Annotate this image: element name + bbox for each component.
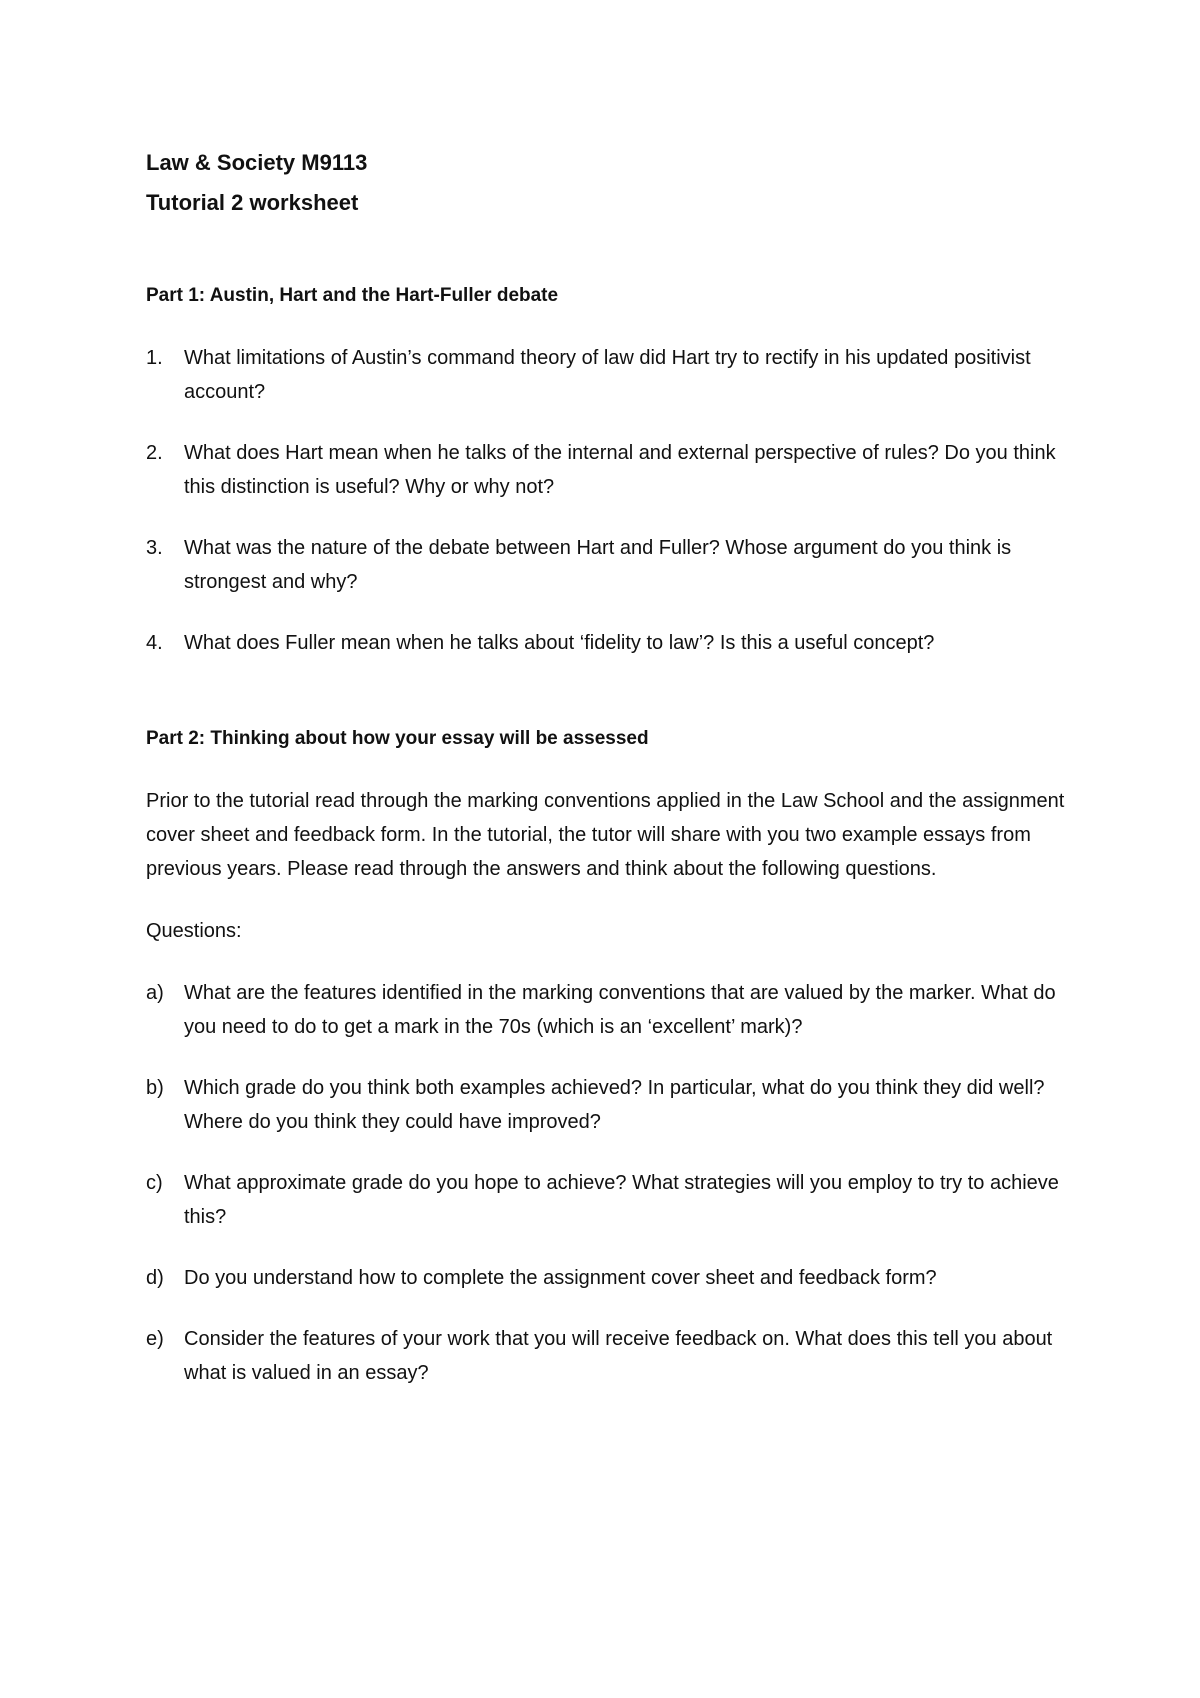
question-text: Which grade do you think both examples achieved? In particular, what do you think they did well? Where do you think they could have improved? — [184, 1077, 1045, 1133]
list-marker: d) — [146, 1267, 164, 1289]
list-marker: a) — [146, 982, 164, 1004]
list-marker: 3. — [146, 537, 163, 559]
question-text: What does Fuller mean when he talks about ‘fidelity to law’? Is this a useful concept? — [184, 632, 935, 654]
part1-question-list — [146, 341, 1086, 660]
list-item — [146, 626, 1086, 660]
list-marker: 4. — [146, 632, 163, 654]
list-item — [146, 1261, 1086, 1295]
list-item — [146, 976, 1086, 1044]
list-marker: 2. — [146, 442, 163, 464]
list-marker: b) — [146, 1077, 164, 1099]
questions-label: Questions: — [146, 920, 242, 942]
list-item — [146, 341, 1086, 409]
worksheet-title: Tutorial 2 worksheet — [146, 190, 359, 215]
list-item — [146, 531, 1086, 599]
document-content — [146, 143, 1086, 1390]
list-item — [146, 1071, 1086, 1139]
part1-heading: Part 1: Austin, Hart and the Hart-Fuller debate — [146, 285, 559, 306]
list-marker: e) — [146, 1328, 164, 1350]
list-item — [146, 1322, 1086, 1390]
list-marker: 1. — [146, 347, 163, 369]
list-item — [146, 1166, 1086, 1234]
question-text: What limitations of Austin’s command theory of law did Hart try to rectify in his updated positivist account? — [184, 347, 1031, 403]
question-text: What was the nature of the debate between Hart and Fuller? Whose argument do you think is strongest and why? — [184, 537, 1012, 593]
question-text: Do you understand how to complete the assignment cover sheet and feedback form? — [184, 1267, 937, 1289]
question-text: What approximate grade do you hope to achieve? What strategies will you employ to try to achieve this? — [184, 1172, 1059, 1228]
list-marker: c) — [146, 1172, 163, 1194]
question-text: Consider the features of your work that you will receive feedback on. What does this tell you about what is valued in an essay? — [184, 1328, 1053, 1384]
part2-intro: Prior to the tutorial read through the marking conventions applied in the Law School and the assignment cover sheet and feedback form. In the tutorial, the tutor will share with you two example essays from previous years. Please read through the answers and think about the following questions. — [146, 790, 1065, 880]
question-text: What does Hart mean when he talks of the internal and external perspective of rules? Do you think this distinction is useful? Why or why not? — [184, 442, 1056, 498]
course-title: Law & Society M9113 — [146, 150, 368, 175]
list-item — [146, 436, 1086, 504]
question-text: What are the features identified in the marking conventions that are valued by the marker. What do you need to do to get a mark in the 70s (which is an ‘excellent’ mark)? — [184, 982, 1056, 1038]
part2-heading: Part 2: Thinking about how your essay will be assessed — [146, 728, 649, 749]
part2-question-list — [146, 976, 1086, 1390]
